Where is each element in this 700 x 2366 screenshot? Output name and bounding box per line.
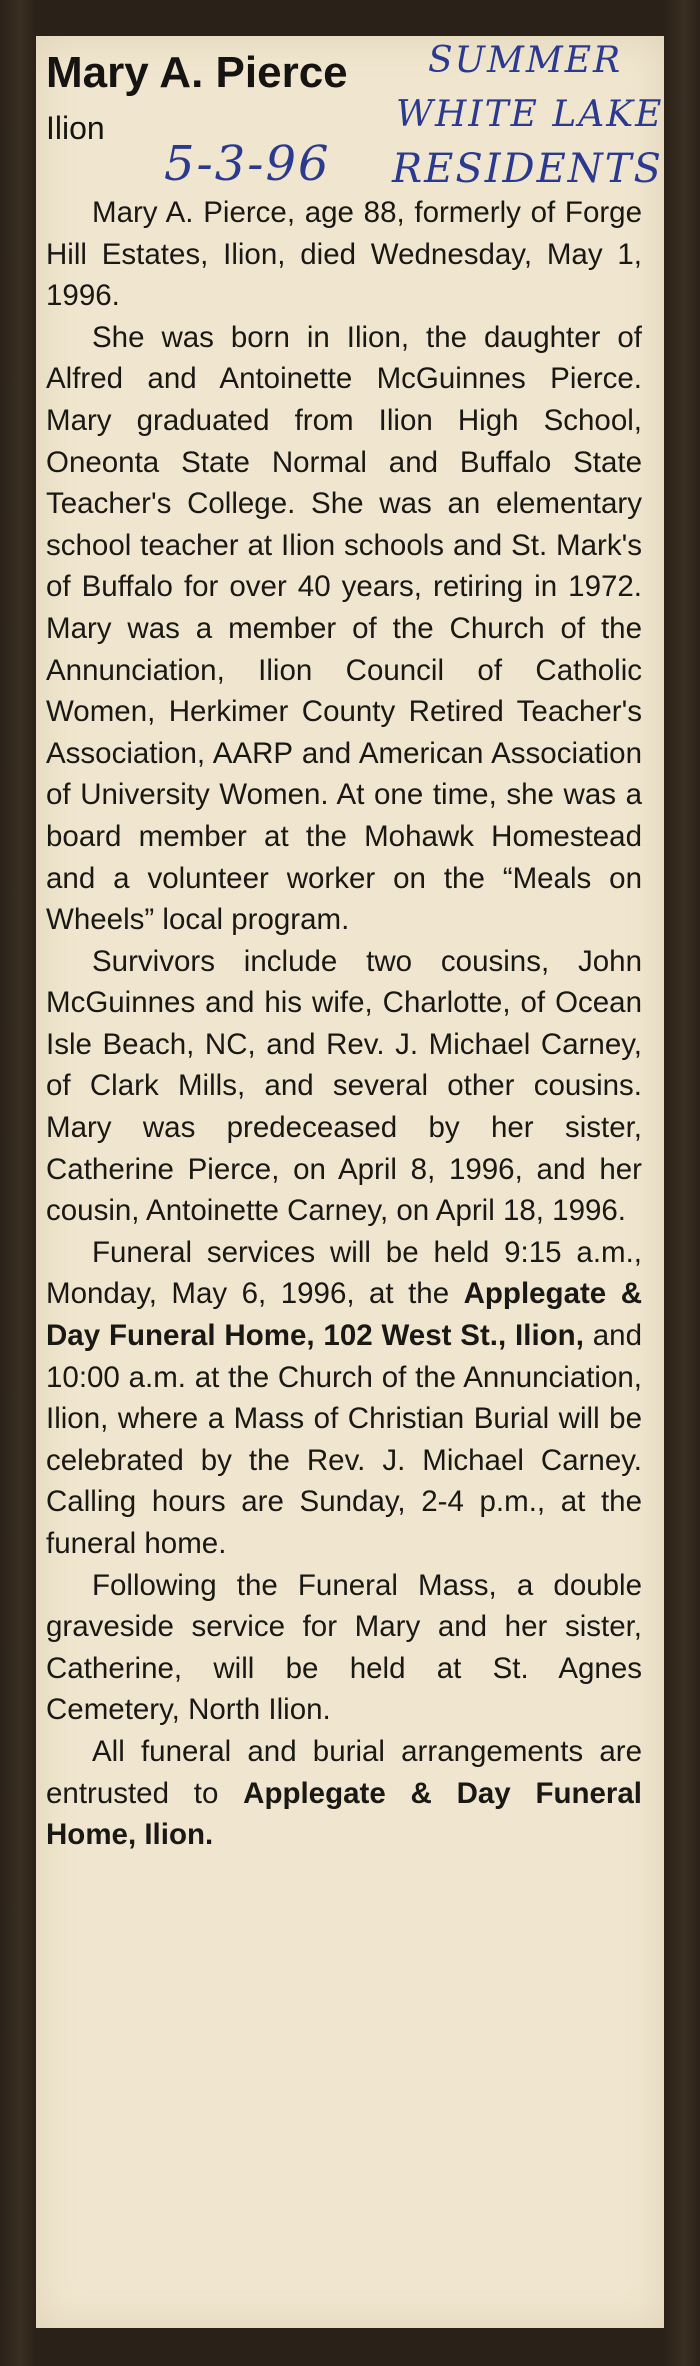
paragraph-death-notice: Mary A. Pierce, age 88, formerly of Forge Hill Estates, Ilion, died Wednesday, May 1, 1996. bbox=[46, 196, 642, 313]
obituary-place: Ilion bbox=[46, 110, 105, 146]
handwritten-note-summer: SUMMER bbox=[428, 40, 623, 81]
arrangements-funeral-home: Applegate & Day Funeral Home, Ilion. bbox=[46, 1776, 642, 1852]
obituary-body bbox=[36, 192, 664, 1856]
funeral-services-text-end: and 10:00 a.m. at the Church of the Annunciation, Ilion, where a Mass of Christian Burial will be celebrated by the Rev. J. Michael Carney. Calling hours are Sunday, 2-4 p.m., at the funeral home. bbox=[46, 1319, 642, 1560]
paragraph-graveside-service: Following the Funeral Mass, a double graveside service for Mary and her sister, Catherine, will be held at St. Agnes Cemetery, North Ilion. bbox=[46, 1568, 642, 1727]
paragraph-survivors: Survivors include two cousins, John McGuinnes and his wife, Charlotte, of Ocean Isle Beach, NC, and Rev. J. Michael Carney, of Clark Mills, and several other cousins. Mary was predeceased by her sister, Catherine Pierce, on April 8, 1996, and her cousin, Antoinette Carney, on April 18, 1996. bbox=[46, 944, 642, 1228]
arrangements-text: All funeral and burial arrangements are entrusted to bbox=[46, 1734, 642, 1810]
handwritten-note-residents: RESIDENTS bbox=[392, 146, 663, 192]
handwritten-note-white-lake: WHITE LAKE bbox=[396, 94, 664, 135]
paragraph-arrangements bbox=[46, 1731, 642, 1856]
funeral-home-address: Applegate & Day Funeral Home, 102 West St., Ilion, bbox=[46, 1277, 642, 1353]
paragraph-funeral-services bbox=[46, 1232, 642, 1565]
handwritten-date: 5-3-96 bbox=[164, 136, 331, 192]
funeral-services-text-start: Funeral services will be held 9:15 a.m., Monday, May 6, 1996, at the bbox=[46, 1235, 642, 1311]
paragraph-biography: She was born in Ilion, the daughter of Alfred and Antoinette McGuinnes Pierce. Mary graduated from Ilion High School, Oneonta State Normal and Buffalo State Teacher's College. She was an elementary school teacher at Ilion schools and St. Mark's of Buffalo for over 40 years, retiring in 1972. Mary was a member of the Church of the Annunciation, Ilion Council of Catholic Women, Herkimer County Retired Teacher's Association, AARP and American Association of University Women. At one time, she was a board member at the Mohawk Homestead and a volunteer worker on the “Meals on Wheels” local program. bbox=[46, 320, 642, 937]
obituary-name-heading: Mary A. Pierce bbox=[46, 48, 348, 97]
obituary-clipping bbox=[36, 36, 664, 2328]
